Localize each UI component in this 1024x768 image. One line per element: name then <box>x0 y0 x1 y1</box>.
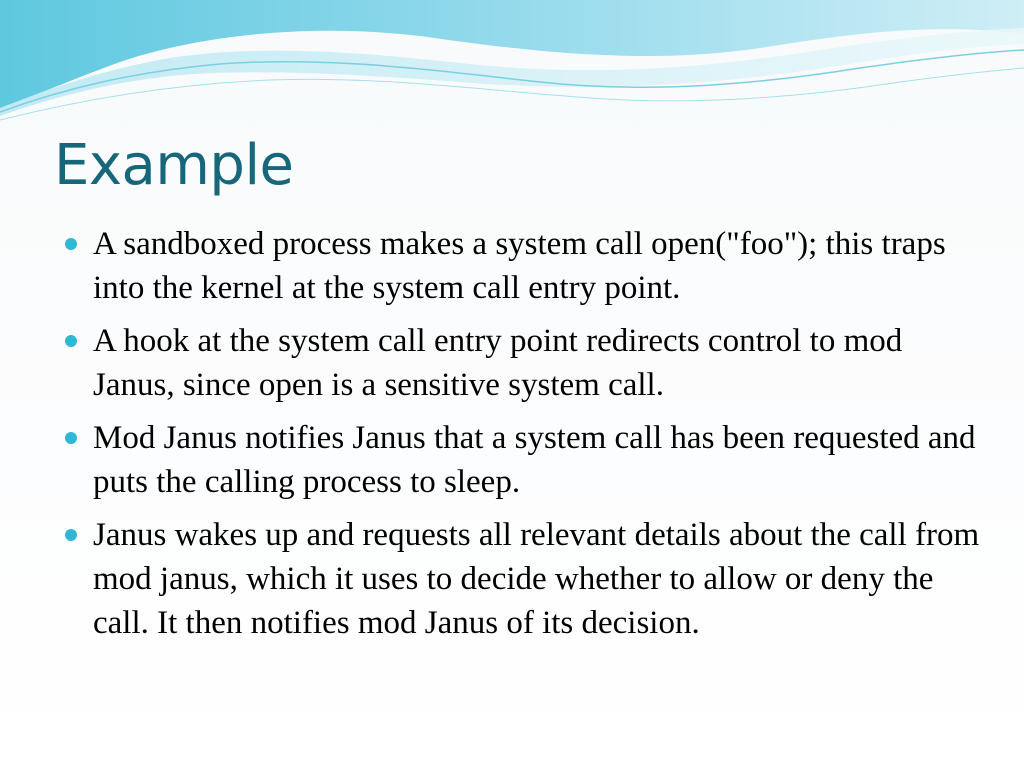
bullet-dot-icon <box>65 432 77 444</box>
bullet-dot-icon <box>65 529 77 541</box>
bullet-list <box>60 222 980 654</box>
bullet-text: A sandboxed process makes a system call open("foo"); this traps into the kernel at the system call entry point. <box>93 226 946 306</box>
bullet-text: A hook at the system call entry point redirects control to mod Janus, since open is a sensitive system call. <box>93 323 903 403</box>
bullet-text: Janus wakes up and requests all relevant details about the call from mod janus, which it uses to decide whether to allow or deny the call. It then notifies mod Janus of its decision. <box>93 517 980 641</box>
slide-title: Example <box>54 133 294 198</box>
list-item <box>60 416 980 504</box>
bullet-dot-icon <box>65 335 77 347</box>
list-item <box>60 319 980 407</box>
bullet-text: Mod Janus notifies Janus that a system call has been requested and puts the calling process to sleep. <box>93 420 976 500</box>
bullet-dot-icon <box>65 238 77 250</box>
list-item <box>60 513 980 645</box>
list-item <box>60 222 980 310</box>
header-wave-decoration <box>0 0 1024 130</box>
